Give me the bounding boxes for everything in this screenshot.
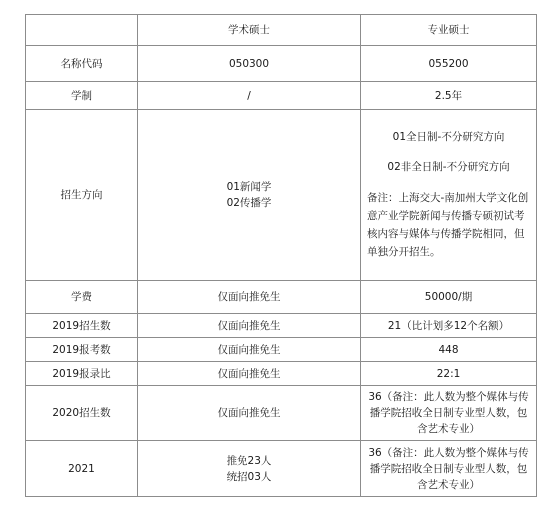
table-row-2021 bbox=[26, 441, 537, 497]
table-row-2020-enrolled bbox=[26, 386, 537, 441]
professional-value: 2.5年 bbox=[361, 82, 537, 110]
direction-item: 01新闻学 bbox=[226, 181, 272, 193]
quota-line: 推免23人 bbox=[226, 454, 272, 467]
header-row bbox=[26, 15, 537, 46]
table-row-code bbox=[26, 46, 537, 82]
header-academic: 学术硕士 bbox=[138, 15, 361, 46]
table-row-2019-applicants bbox=[26, 338, 537, 362]
table-row-duration bbox=[26, 82, 537, 110]
row-label: 2019报考数 bbox=[26, 338, 138, 362]
academic-value: 仅面向推免生 bbox=[138, 314, 361, 338]
academic-value: 仅面向推免生 bbox=[138, 362, 361, 386]
table-row-directions bbox=[26, 110, 537, 281]
professional-value: 448 bbox=[361, 338, 537, 362]
academic-value: 050300 bbox=[138, 46, 361, 82]
professional-value: 36（备注：此人数为整个媒体与传播学院招收全日制专业型人数，包含艺术专业） bbox=[361, 441, 537, 497]
row-label: 学费 bbox=[26, 281, 138, 314]
professional-value: 22:1 bbox=[361, 362, 537, 386]
row-label: 2020招生数 bbox=[26, 386, 138, 441]
comparison-table bbox=[25, 14, 537, 497]
direction-item: 02非全日制-不分研究方向 bbox=[387, 161, 510, 173]
direction-note: 备注：上海交大-南加州大学文化创意产业学院新闻与传播专硕初试考核内容与媒体与传播学院相同，但单独分开招生。 bbox=[367, 192, 529, 258]
academic-directions bbox=[138, 110, 361, 281]
table-row-2019-enrolled bbox=[26, 314, 537, 338]
academic-value: 仅面向推免生 bbox=[138, 386, 361, 441]
quota-line: 统招03人 bbox=[226, 470, 272, 483]
direction-item: 01全日制-不分研究方向 bbox=[392, 131, 505, 143]
academic-value: / bbox=[138, 82, 361, 110]
academic-value bbox=[138, 441, 361, 497]
direction-item: 02传播学 bbox=[226, 197, 272, 209]
professional-directions bbox=[361, 110, 537, 281]
header-corner-cell bbox=[26, 15, 138, 46]
row-label: 2019报录比 bbox=[26, 362, 138, 386]
professional-value: 50000/期 bbox=[361, 281, 537, 314]
row-label: 2021 bbox=[26, 441, 138, 497]
professional-value: 055200 bbox=[361, 46, 537, 82]
table-row-2019-ratio bbox=[26, 362, 537, 386]
professional-value: 21（比计划多12个名额） bbox=[361, 314, 537, 338]
row-label: 名称代码 bbox=[26, 46, 138, 82]
table-row-fee bbox=[26, 281, 537, 314]
row-label: 招生方向 bbox=[26, 110, 138, 281]
header-professional: 专业硕士 bbox=[361, 15, 537, 46]
row-label: 2019招生数 bbox=[26, 314, 138, 338]
professional-value: 36（备注：此人数为整个媒体与传播学院招收全日制专业型人数，包含艺术专业） bbox=[361, 386, 537, 441]
academic-value: 仅面向推免生 bbox=[138, 281, 361, 314]
academic-value: 仅面向推免生 bbox=[138, 338, 361, 362]
row-label: 学制 bbox=[26, 82, 138, 110]
